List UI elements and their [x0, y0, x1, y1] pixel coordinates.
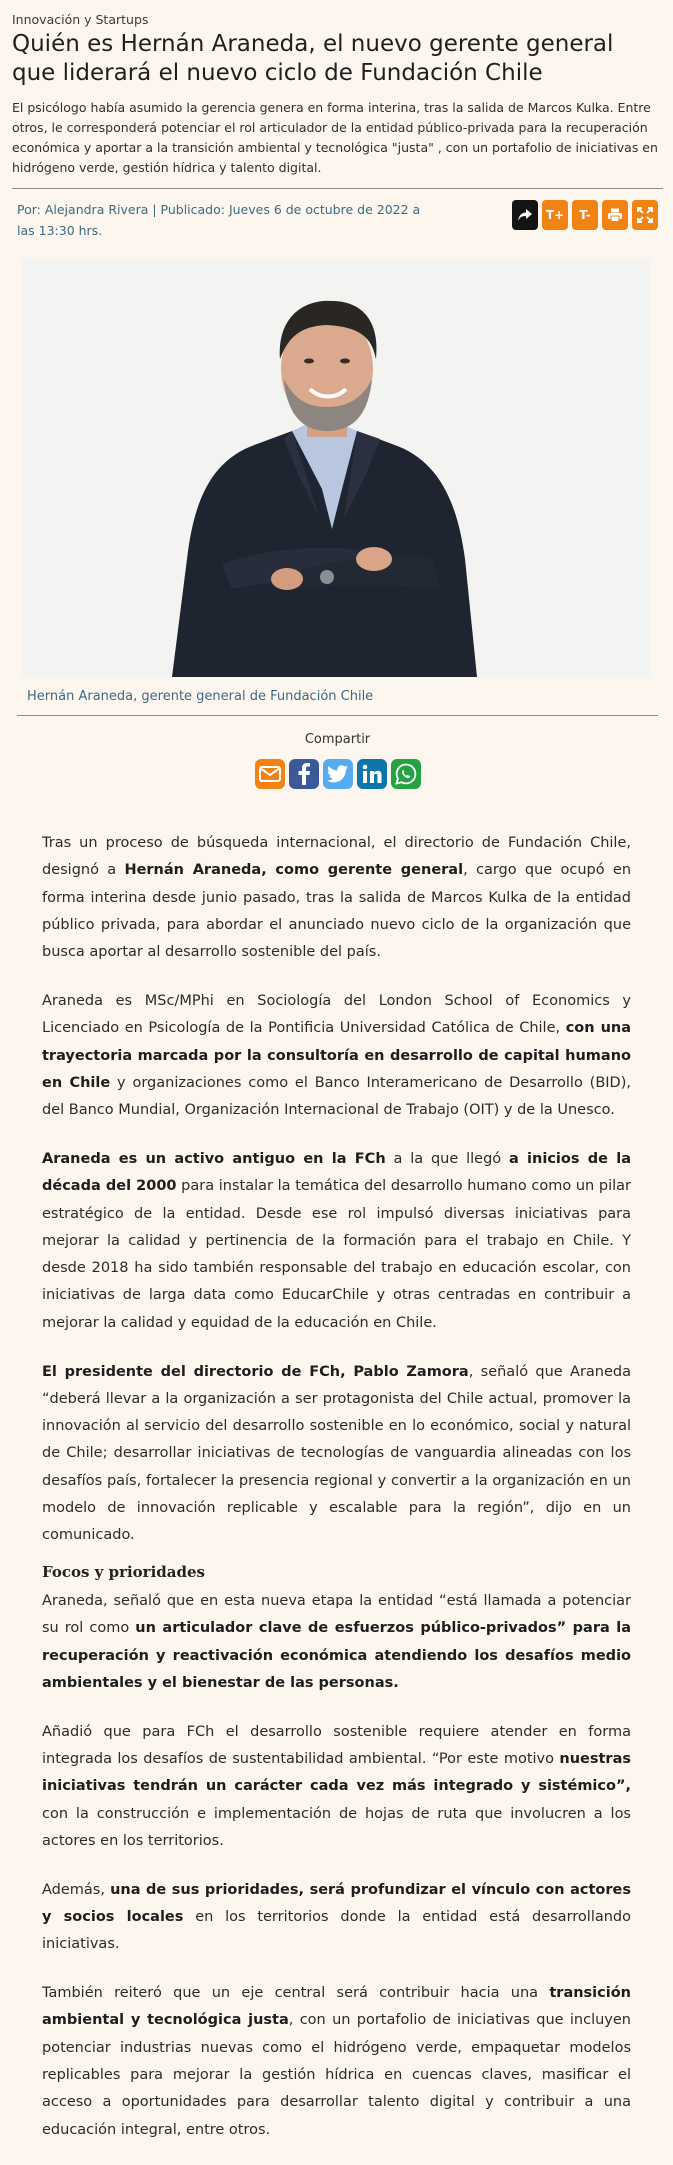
text-run: , con un portafolio de iniciativas que incluyen potenciar industrias nuevas como el hidrógeno verde, empaquetar modelos replicables para mejorar la gestión hídrica en cuencas claves, masificar el acceso a oportunidades para desarrollar talento digital y contribuir a una educación integral, entre otros.	[42, 2012, 631, 2138]
photo-caption: Hernán Araneda, gerente general de Fundación Chile	[27, 689, 374, 704]
bold-text: con una trayectoria marcada por la consultoría en desarrollo de capital humano en Chile	[42, 1020, 632, 1091]
twitter-icon[interactable]	[323, 759, 353, 789]
bold-text: una de sus prioridades, será profundizar el vínculo con actores y socios locales	[42, 1881, 632, 1926]
text-run: a la que llegó	[385, 1150, 509, 1167]
share-title: Compartir	[304, 732, 371, 747]
text-run: , cargo que ocupó en forma interina desde junio pasado, tras la salida de Marcos Kulka de la entidad público privada, para abordar el anunciado nuevo ciclo de la organización que busca aportar al desarrollo sostenible del país.	[42, 862, 632, 961]
subheading: Focos y prioridades	[42, 1563, 205, 1582]
paragraph-4	[42, 1359, 631, 1550]
paragraph-7	[42, 1877, 631, 1959]
bold-text: El presidente del directorio de FCh, Pablo Zamora	[42, 1363, 469, 1380]
text-run: Tras un proceso de búsqueda internacional, el directorio de Fundación Chile, designó a	[42, 835, 631, 879]
text-run: También reiteró que un eje central será contribuir hacia una	[42, 1985, 550, 2002]
facebook-icon[interactable]	[289, 759, 319, 789]
paragraph-6	[42, 1719, 631, 1855]
text-run: , señaló que Araneda “deberá llevar a la organización a ser protagonista del Chile actual, promover la innovación al servicio del desarrollo sostenible en lo económico, social y natural de Chile; desarrollar iniciativas de tecnologías de vanguardia alineadas con los desafíos país, fortalecer la presencia regional y convertir a la organización en un modelo de innovación replicable y escalable para la región”, dijo en un comunicado.	[42, 1363, 631, 1544]
text-run: para instalar la temática del desarrollo humano como un pilar estratégico de la entidad. Desde ese rol impulsó diversas iniciativas para mejorar la calidad y pertinencia de la formación para el trabajo en Chile. Y desde 2018 ha sido también responsable del trabajo en educación escolar, con iniciativas de larga data como EducarChile y otras centradas en contribuir a mejorar la calidad y equidad de la educación en Chile.	[42, 1178, 631, 1331]
bold-text: un articulador clave de esfuerzos público-privados” para la recuperación y reactivación económica atendiendo los desafíos medio ambientales y el bienestar de las personas.	[42, 1620, 631, 1692]
paragraph-5	[42, 1588, 631, 1697]
caption-divider	[17, 715, 658, 716]
print-icon[interactable]	[602, 200, 628, 230]
byline: Por: Alejandra Rivera | Publicado: Jueves 6 de octubre de 2022 a las 13:30 hrs.	[17, 202, 421, 238]
text-run: Araneda, señaló que en esta nueva etapa la entidad “está llamada a potenciar su rol como	[42, 1593, 631, 1637]
article-lead: El psicólogo había asumido la gerencia genera en forma interina, tras la salida de Marcos Kulka. Entre otros, le corresponderá potenciar el rol articulador de la entidad público-privada para la recuperación económica y aportar a la transición ambiental y tecnológica "justa" , con un portafolio de iniciativas en hidrógeno verde, gestión hídrica y talento digital.	[12, 100, 658, 175]
text-run: con la construcción e implementación de hojas de ruta que involucren a los actores en los territorios.	[42, 1805, 631, 1849]
whatsapp-icon[interactable]	[391, 759, 421, 789]
bold-text: transición ambiental y tecnológica justa	[42, 1985, 631, 2029]
linkedin-icon[interactable]	[357, 759, 387, 789]
meta-row	[12, 189, 663, 247]
fullscreen-icon[interactable]	[632, 200, 658, 230]
share-icon[interactable]	[512, 200, 538, 230]
font-decrease-button[interactable]: T-	[572, 200, 598, 230]
text-run: Añadió que para FCh el desarrollo sostenible requiere atender en forma integrada los desafíos de sustentabilidad ambiental. “Por este motivo	[42, 1723, 631, 1768]
article-headline: Quién es Hernán Araneda, el nuevo gerente general que liderará el nuevo ciclo de Fundación Chile	[12, 31, 614, 86]
portrait-photo	[22, 259, 651, 677]
paragraph-3	[42, 1146, 631, 1337]
bold-text: Araneda es un activo antiguo en la FCh	[42, 1150, 386, 1167]
text-run: en los territorios donde la entidad está desarrollando iniciativas.	[42, 1909, 631, 1953]
article-photo	[22, 259, 651, 677]
font-increase-button[interactable]: T+	[542, 200, 568, 230]
section-label[interactable]: Innovación y Startups	[12, 12, 149, 27]
article-tools	[512, 200, 658, 230]
bold-text: nuestras iniciativas tendrán un carácter cada vez más integrado y sistémico”,	[42, 1751, 631, 1795]
text-run: Además,	[42, 1881, 111, 1898]
share-bar	[12, 759, 663, 789]
text-run: y organizaciones como el Banco Interamericano de Desarrollo (BID), del Banco Mundial, Organización Internacional de Trabajo (OIT) y de la Unesco.	[42, 1074, 631, 1119]
paragraph-8	[42, 1980, 631, 2144]
paragraph-1	[42, 830, 631, 966]
article-body	[12, 789, 663, 2144]
bold-text: a inicios de la década del 2000	[42, 1150, 631, 1195]
paragraph-2	[42, 988, 631, 1124]
text-run: Araneda es MSc/MPhi en Sociología del London School of Economics y Licenciado en Psicología de la Pontificia Universidad Católica de Chile,	[42, 992, 631, 1037]
email-icon[interactable]	[255, 759, 285, 789]
bold-text: Hernán Araneda, como gerente general	[124, 862, 464, 879]
